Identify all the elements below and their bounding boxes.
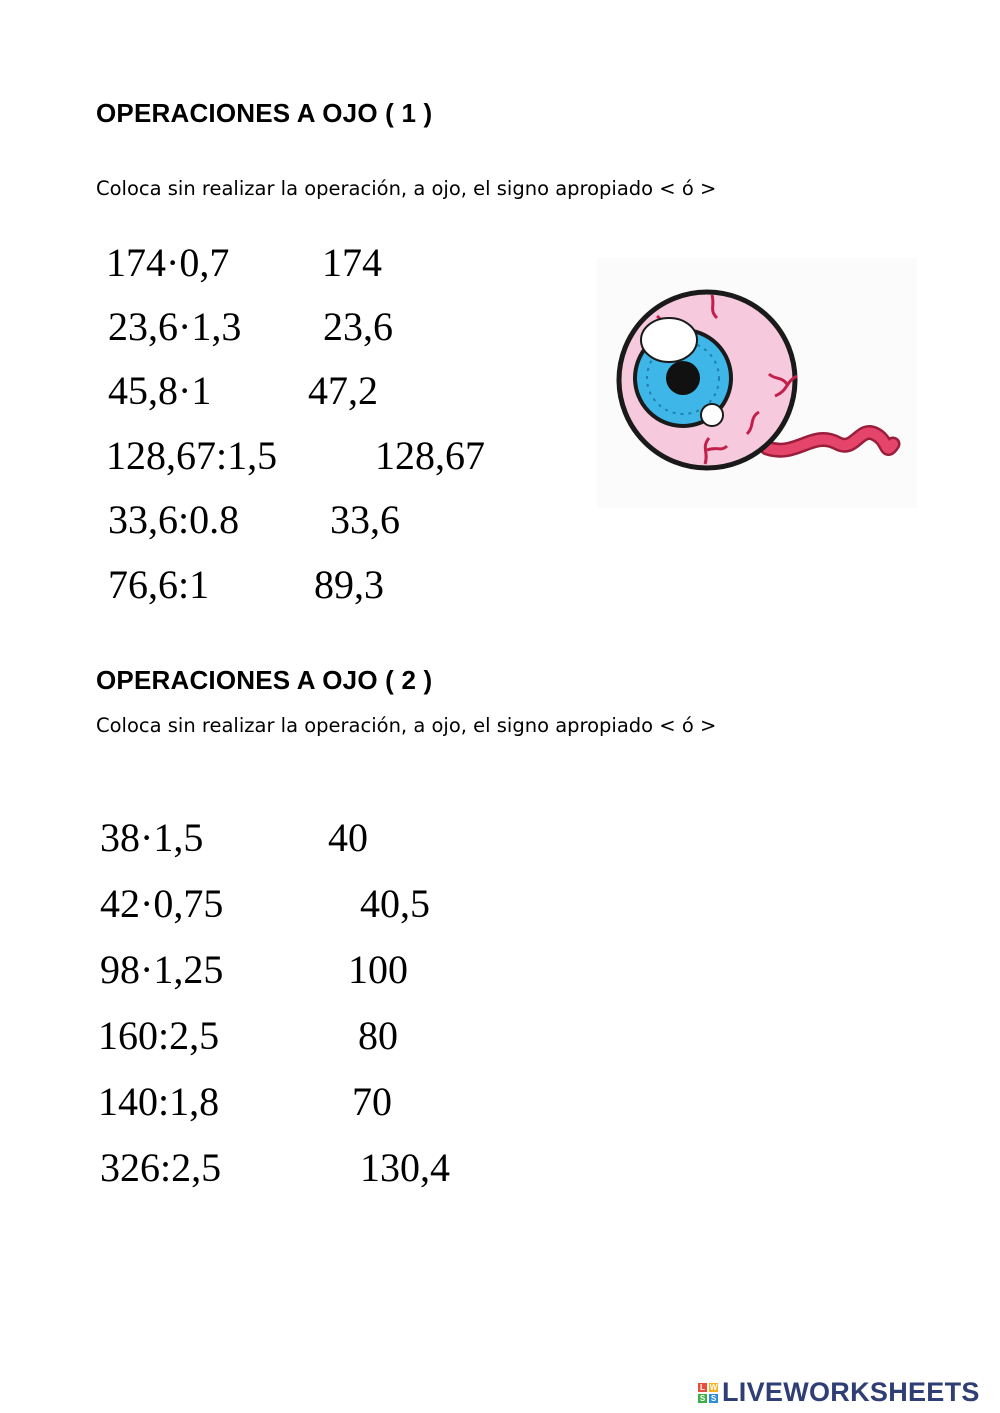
expression-right: 40,5 (360, 881, 430, 926)
expression-left: 174·0,7 (106, 240, 230, 285)
expression-right: 33,6 (330, 497, 400, 542)
expression-left: 326:2,5 (100, 1145, 222, 1190)
expression-left: 140:1,8 (98, 1079, 220, 1124)
expression-right: 130,4 (360, 1145, 450, 1190)
logo-squares-icon (698, 1383, 718, 1403)
expression-right: 23,6 (323, 304, 393, 349)
logo-letter: W (709, 1382, 718, 1392)
expression-right: 128,67 (375, 433, 485, 478)
expression-right: 174 (322, 240, 382, 285)
eyeball-icon (597, 258, 917, 508)
eyeball-illustration (597, 258, 917, 508)
logo-letter: S (699, 1393, 706, 1403)
expression-left: 23,6·1,3 (108, 304, 242, 349)
expression-left: 76,6:1 (108, 562, 210, 607)
expression-left: 128,67:1,5 (106, 433, 278, 478)
liveworksheets-logo[interactable] (698, 1377, 980, 1408)
section-1-instruction: Coloca sin realizar la operación, a ojo, el signo apropiado < ó > (96, 177, 717, 200)
section-1-title: OPERACIONES A OJO ( 1 ) (96, 98, 433, 128)
expression-left: 160:2,5 (98, 1013, 220, 1058)
expression-right: 80 (358, 1013, 398, 1058)
expression-left: 45,8·1 (108, 368, 212, 413)
expression-right: 47,2 (308, 368, 378, 413)
logo-letter: S (710, 1393, 717, 1403)
expression-right: 100 (348, 947, 408, 992)
section-2-instruction: Coloca sin realizar la operación, a ojo, el signo apropiado < ó > (96, 714, 717, 737)
expression-right: 40 (328, 815, 368, 860)
expression-left: 38·1,5 (100, 815, 204, 860)
logo-letter: L (698, 1383, 707, 1392)
expression-left: 98·1,25 (100, 947, 224, 992)
expression-left: 33,6:0.8 (108, 497, 240, 542)
expression-right: 89,3 (314, 562, 384, 607)
brand-name: LIVEWORKSHEETS (722, 1377, 980, 1407)
expression-right: 70 (352, 1079, 392, 1124)
expression-left: 42·0,75 (100, 881, 224, 926)
section-2-title: OPERACIONES A OJO ( 2 ) (96, 665, 433, 695)
